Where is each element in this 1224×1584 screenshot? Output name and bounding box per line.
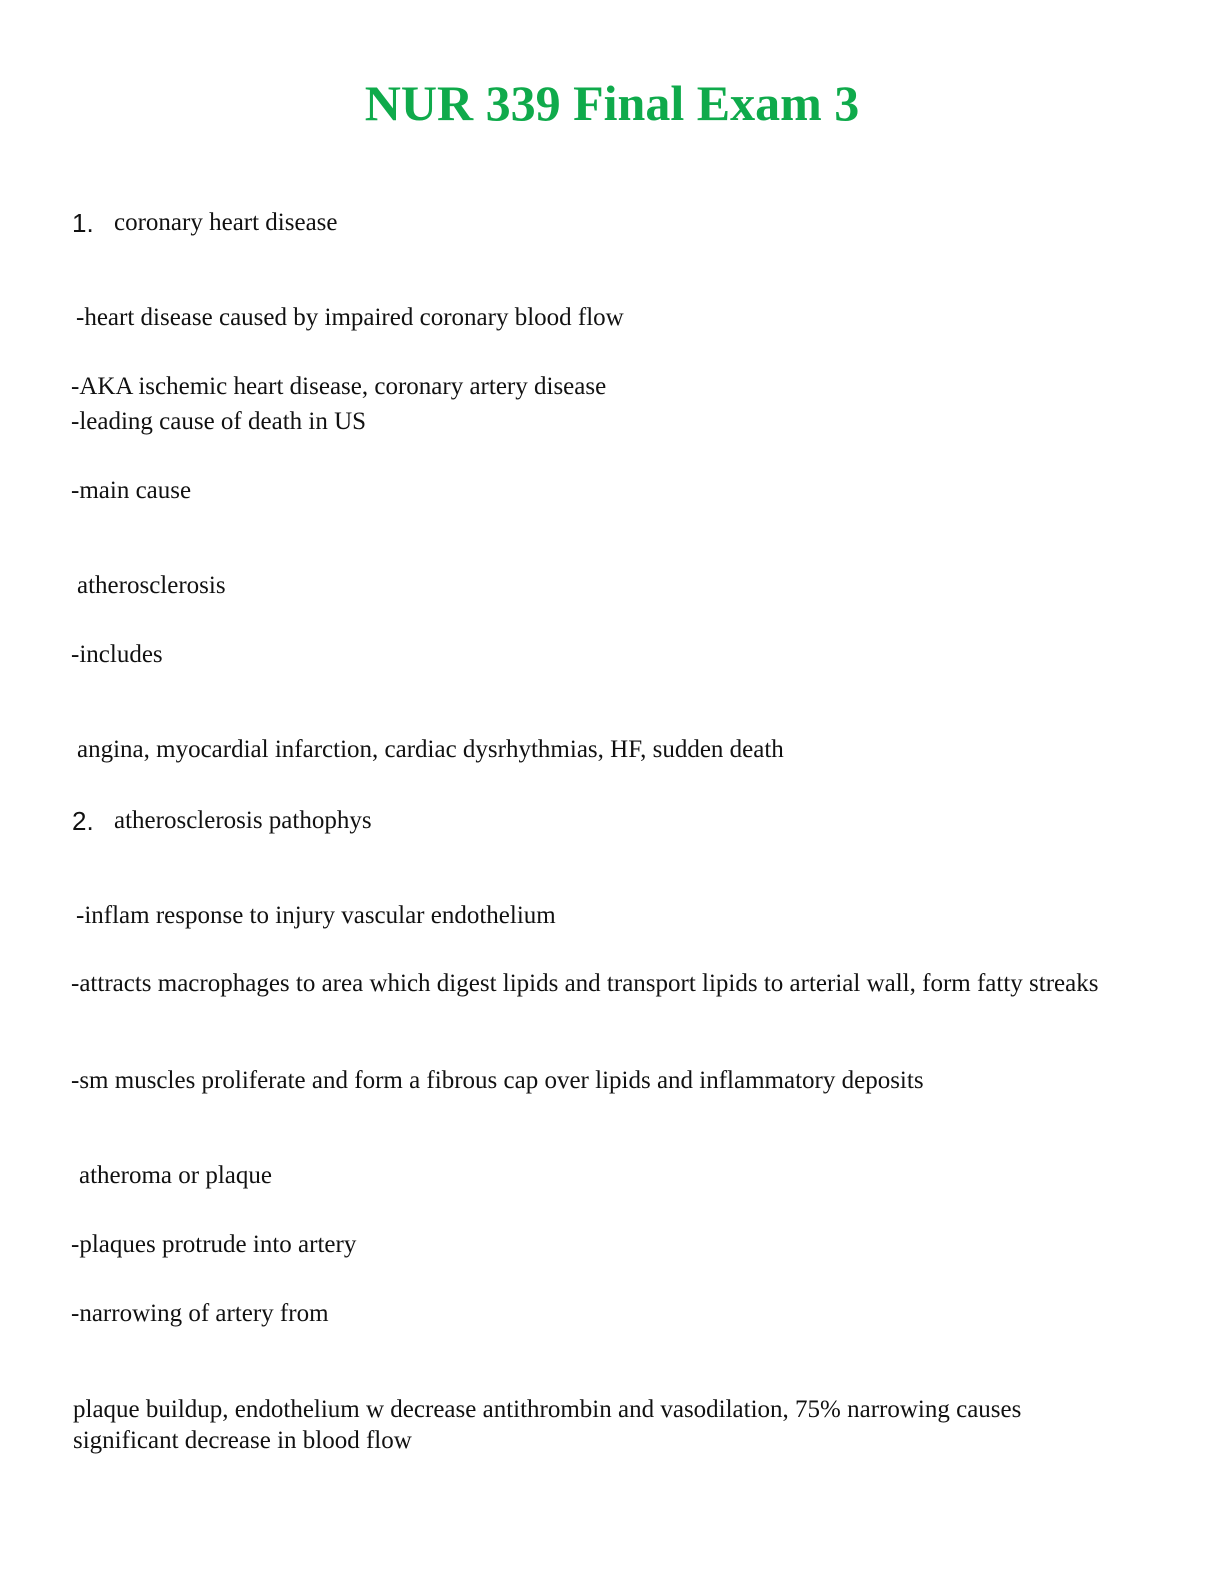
answer-line: -attracts macrophages to area which digest lipids and transport lipids to arterial wall, form fatty streaks <box>71 970 1099 997</box>
answer-line: -heart disease caused by impaired coronary blood flow <box>76 304 624 331</box>
answer-line: atheroma or plaque <box>79 1162 272 1189</box>
answer-line: -main cause <box>71 477 192 504</box>
question-term: coronary heart disease <box>114 209 338 236</box>
answer-line: -leading cause of death in US <box>71 408 367 435</box>
answer-line: -sm muscles proliferate and form a fibrous cap over lipids and inflammatory deposits <box>71 1067 924 1094</box>
answer-line: angina, myocardial infarction, cardiac dysrhythmias, HF, sudden death <box>77 736 784 763</box>
question-term: atherosclerosis pathophys <box>114 807 372 834</box>
answer-line: plaque buildup, endothelium w decrease antithrombin and vasodilation, 75% narrowing causes significant decrease in blood flow <box>73 1396 1022 1454</box>
answer-line: atherosclerosis <box>77 572 226 599</box>
document-title: NUR 339 Final Exam 3 <box>364 75 860 131</box>
answer-line: -includes <box>71 641 163 668</box>
answer-line: -AKA ischemic heart disease, coronary artery disease <box>71 373 607 400</box>
answer-line: -inflam response to injury vascular endothelium <box>76 902 556 929</box>
answer-line: -narrowing of artery from <box>71 1300 329 1327</box>
question-number: 2. <box>72 806 94 836</box>
answer-line: -plaques protrude into artery <box>71 1231 357 1258</box>
question-number: 1. <box>72 208 94 238</box>
